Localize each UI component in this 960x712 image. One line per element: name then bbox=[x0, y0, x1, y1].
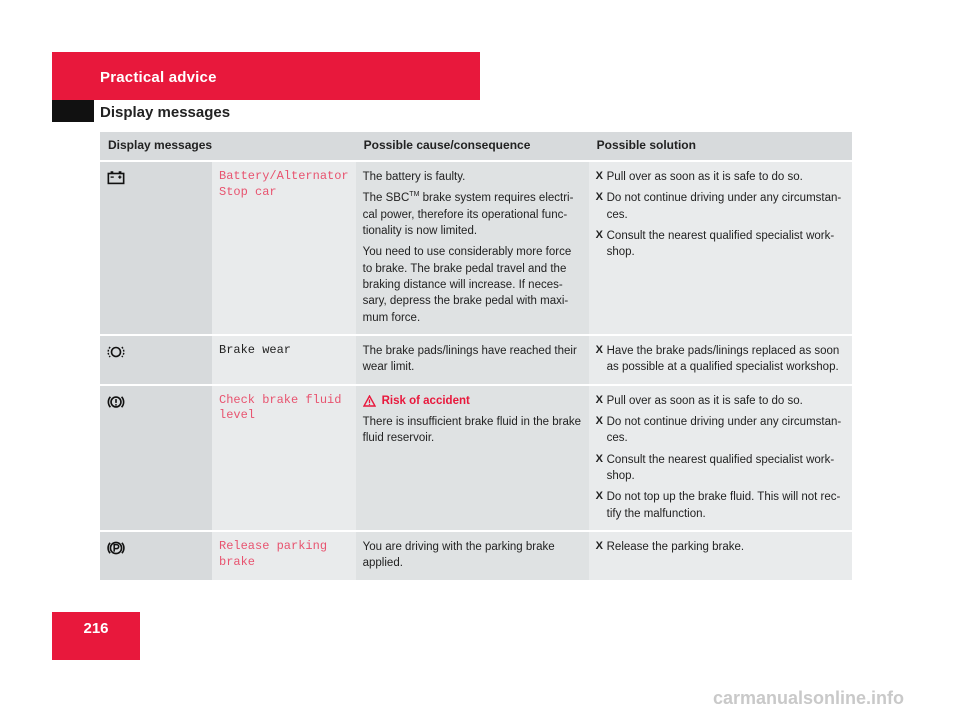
icon-cell bbox=[100, 334, 212, 384]
brake-wear-icon bbox=[107, 343, 125, 361]
icon-cell bbox=[100, 384, 212, 530]
solution-cell bbox=[589, 334, 852, 384]
table-row bbox=[100, 530, 852, 580]
solution-marker: X bbox=[595, 191, 603, 204]
battery-icon bbox=[107, 169, 125, 187]
cause-text: There is insufficient brake fluid in the brake fluid reservoir. bbox=[362, 415, 582, 445]
risk-label: Risk of accident bbox=[381, 394, 470, 407]
message-cell bbox=[212, 334, 356, 384]
solution-marker: X bbox=[595, 539, 603, 552]
page-number: 216 bbox=[83, 620, 109, 637]
cause-text: You need to use considerably more force to brake. The brake pedal travel and the braking distance will increase. If neces-sary, depress the brake pedal with maxi-mum force. bbox=[362, 246, 572, 324]
cause-cell bbox=[356, 160, 589, 334]
risk-warning bbox=[363, 393, 582, 409]
header-marker-block bbox=[52, 100, 94, 122]
solution-item: X Pull over as soon as it is safe to do so. bbox=[596, 169, 845, 185]
column-header-display-messages: Display messages bbox=[100, 132, 356, 160]
solution-cell bbox=[589, 530, 852, 580]
solution-marker: X bbox=[595, 343, 603, 356]
solution-item: X Do not top up the brake fluid. This will not rec-tify the malfunction. bbox=[596, 489, 845, 522]
cause-cell bbox=[356, 334, 589, 384]
table-row bbox=[100, 384, 852, 530]
solution-marker: X bbox=[595, 414, 603, 427]
message-cell bbox=[212, 384, 356, 530]
parking-brake-icon bbox=[107, 539, 125, 557]
cause-text: The battery is faulty. bbox=[362, 171, 466, 183]
display-message-text: Check brake fluid level bbox=[219, 392, 342, 423]
table-row bbox=[100, 334, 852, 384]
display-message-text: Brake wear bbox=[219, 342, 292, 357]
section-title: Practical advice bbox=[100, 69, 217, 86]
solution-item: X Do not continue driving under any circumstan-ces. bbox=[596, 414, 845, 447]
solution-marker: X bbox=[595, 170, 603, 182]
solution-marker: X bbox=[595, 228, 603, 241]
solution-marker: X bbox=[595, 393, 603, 406]
section-header-bar bbox=[52, 52, 480, 100]
icon-cell bbox=[100, 160, 212, 334]
cause-text: The SBC™ brake system requires electri-cal power, therefore its operational func-tionality is now limited. bbox=[362, 191, 574, 237]
display-messages-table bbox=[100, 132, 852, 580]
table-header-row bbox=[100, 132, 852, 160]
icon-cell bbox=[100, 530, 212, 580]
message-cell bbox=[212, 530, 356, 580]
watermark: carmanualsonline.info bbox=[712, 688, 904, 708]
column-header-solution: Possible solution bbox=[589, 132, 852, 160]
cause-text: You are driving with the parking brake applied. bbox=[362, 540, 555, 570]
cause-cell bbox=[356, 530, 589, 580]
solution-item: X Do not continue driving under any circumstan-ces. bbox=[596, 190, 845, 223]
solution-item: X Have the brake pads/linings replaced as soon as possible at a qualified specialist workshop. bbox=[596, 343, 845, 376]
page-subtitle: Display messages bbox=[100, 104, 231, 121]
cause-text: The brake pads/linings have reached their wear limit. bbox=[362, 344, 577, 374]
display-message-text: Release parking brake bbox=[219, 538, 328, 569]
solution-cell bbox=[589, 384, 852, 530]
message-cell bbox=[212, 160, 356, 334]
solution-marker: X bbox=[595, 452, 603, 465]
solution-item: X Consult the nearest qualified specialist work-shop. bbox=[596, 452, 845, 485]
solution-marker: X bbox=[595, 490, 603, 503]
solution-cell bbox=[589, 160, 852, 334]
page-number-box bbox=[52, 612, 140, 660]
solution-item: X Pull over as soon as it is safe to do so. bbox=[596, 393, 845, 409]
display-message-text: Battery/Alternator Stop car bbox=[219, 169, 349, 199]
column-header-cause: Possible cause/consequence bbox=[356, 132, 589, 160]
brake-warning-icon bbox=[107, 393, 125, 411]
solution-item: X Consult the nearest qualified specialist work-shop. bbox=[596, 228, 845, 261]
warning-triangle-icon bbox=[363, 395, 376, 407]
table-row bbox=[100, 160, 852, 334]
solution-item: X Release the parking brake. bbox=[596, 539, 845, 555]
cause-cell bbox=[356, 384, 589, 530]
